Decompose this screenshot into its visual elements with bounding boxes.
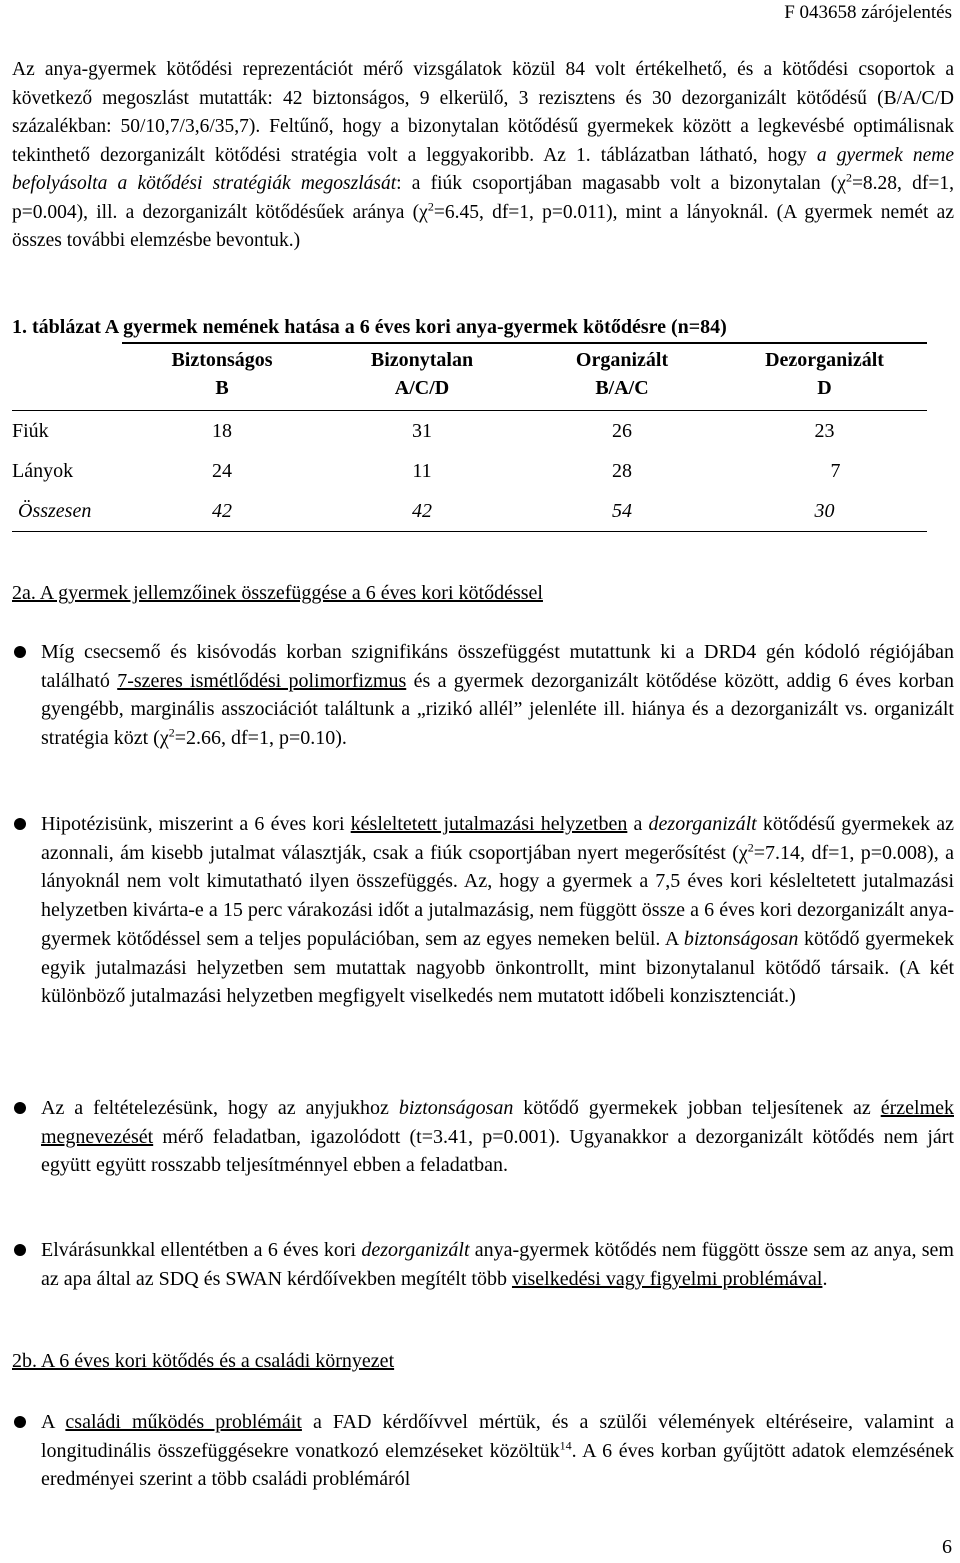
list-item: [12, 1408, 954, 1494]
row-label: Fiúk: [12, 419, 49, 442]
bullet-text: Míg csecsemő és kisóvodás korban szignifikáns összefüggést mutattunk ki a DRD4 gén kódoló régiójában található 7-szeres ismétlődési polimorfizmus és a gyermek dezorganizált kötődése között, addig 6 éves korban gyengébb, marginális asszociációt találtunk a „rizikó allél” jelenléte ill. hiánya és a dezorganizált vs. organizált stratégia közt ($\chi^2=2.66$, df=1, p=0.10).: [41, 641, 955, 750]
section-2b-title: 2b. A 6 éves kori kötődés és a családi környezet: [12, 1350, 395, 1372]
table-cell: 26: [612, 419, 632, 442]
table-cell: 7: [830, 459, 841, 482]
attachment-table: [12, 342, 927, 532]
list-item: [12, 1094, 954, 1180]
section-2a-title: 2a. A gyermek jellemzőinek összefüggése a 6 éves kori kötődéssel: [12, 582, 543, 604]
row-label: Összesen: [12, 491, 122, 532]
bullet-icon: [14, 646, 26, 658]
header-insecure: Bizonytalan A/C/D: [322, 343, 522, 411]
table-cell: 54: [522, 491, 722, 532]
header-disorganized: Dezorganizált D: [722, 343, 927, 411]
bullet-text: A családi működés problémáit a FAD kérdőívvel mértük, és a szülői vélemények eltéréseire, valamint a longitudinális összefüggésekre vonatkozó elemzéseket közöltük$^{14}$. A 6 éves korban gyűjtött adatok elemzésének eredményei szerint a több családi problémáról: [41, 1411, 955, 1491]
page-number: 6: [942, 1536, 952, 1558]
list-item: [12, 1236, 954, 1293]
table-cell: 31: [412, 419, 432, 442]
intro-italic: a gyermek neme befolyásolta a kötődési stratégiák megoszlását: [12, 144, 954, 194]
intro-paragraph: [12, 56, 954, 256]
superscript: 2: [427, 199, 434, 213]
header-secure: Biztonságos B: [122, 343, 322, 411]
header-corner: [12, 343, 122, 411]
table-cell: 30: [722, 491, 927, 532]
bullet-icon: [14, 1416, 26, 1428]
bullet-icon: [14, 818, 26, 830]
bullet-icon: [14, 1102, 26, 1114]
bullet-icon: [14, 1244, 26, 1256]
table-cell: 24: [212, 459, 232, 482]
row-label: Lányok: [12, 459, 74, 482]
bullet-text: Hipotézisünk, miszerint a 6 éves kori késleltetett jutalmazási helyzetben a dezorganizált kötődésű gyermekek az azonnali, ám kisebb jutalmat választják, csak a fiúk csoportjában nyert megerősítést ($\chi^2=7.14$, df=1, p=0.008), a lányoknál nem volt kimutatható ilyen összefüggés. Az, hogy a gyermek a 7,5 éves kori késleltetett jutalmazási helyzetben kivárta-e a 15 perc várakozási időt a jutalmazásig, nem függött össze a 6 éves kori dezorganizált anya-gyermek kötődéssel sem a teljes populációban, sem az egyes nemeken belül. A biztonságosan kötődő gyermekek egyik jutalmazási helyzetben sem mutattak nagyobb önkontrollt, mint bizonytalanul kötődő társaik. (A két különböző jutalmazási helyzetben megfigyelt viselkedés nem mutatott időbeli konzisztenciát.): [41, 813, 954, 1008]
table-cell: 42: [322, 491, 522, 532]
document-id: F 043658 zárójelentés: [784, 2, 952, 23]
table-header-row: [12, 343, 927, 411]
table-cell: 23: [814, 419, 835, 442]
intro-text-3: =8.28, df=1, p=0.004), ill. a dezorganizált kötődésűek aránya (χ: [12, 173, 954, 223]
list-item: [12, 810, 954, 1011]
table-row: [12, 411, 927, 452]
table-title: 1. táblázat A gyermek nemének hatása a 6 éves kori anya-gyermek kötődésre (n=84): [12, 316, 727, 338]
list-item: [12, 638, 954, 753]
header-organized: Organizált B/A/C: [522, 343, 722, 411]
intro-text: Az anya-gyermek kötődési reprezentációt mérő vizsgálatok közül 84 volt értékelhető, és a kötődési csoportok a következő megoszlást mutatták: 42 biztonságos, 9 elkerülő, 3 rezisztens és 30 dezorganizált kötődésű (B/A/C/D százalékban: 50/10,7/3,6/35,7). Feltűnő, hogy a bizonytalan kötődésű gyermekek között a legkevésbé optimálisnak tekinthető dezorganizált kötődési stratégia volt a leggyakoribb. Az 1. táblázatban látható, hogy: [12, 59, 954, 166]
intro-text-2: : a fiúk csoportjában magasabb volt a bizonytalan (χ: [396, 173, 846, 194]
table-row: [12, 451, 927, 491]
table-cell: 11: [412, 459, 432, 482]
bullet-text: Elvárásunkkal ellentétben a 6 éves kori dezorganizált anya-gyermek kötődés nem függött össze sem az anya, sem az apa által az SDQ és SWAN kérdőívekben megítélt több viselkedési vagy figyelmi problémával.: [41, 1239, 954, 1290]
table-cell: 28: [612, 459, 632, 482]
table-cell: 42: [122, 491, 322, 532]
bullet-text: Az a feltételezésünk, hogy az anyjukhoz biztonságosan kötődő gyermekek jobban teljesítenek az érzelmek megnevezését mérő feladatban, igazolódott (t=3.41, p=0.001). Ugyanakkor a dezorganizált kötődés nem járt együtt együtt rosszabb teljesítménnyel ebben a feladatban.: [41, 1097, 954, 1177]
table-cell: 18: [212, 419, 232, 442]
table-total-row: [12, 491, 927, 532]
superscript: 2: [845, 170, 852, 185]
intro-text-4: =6.45, df=1, p=0.011), mint a lányoknál. (A gyermek nemét az összes további elemzésbe bevontuk.): [12, 201, 954, 251]
